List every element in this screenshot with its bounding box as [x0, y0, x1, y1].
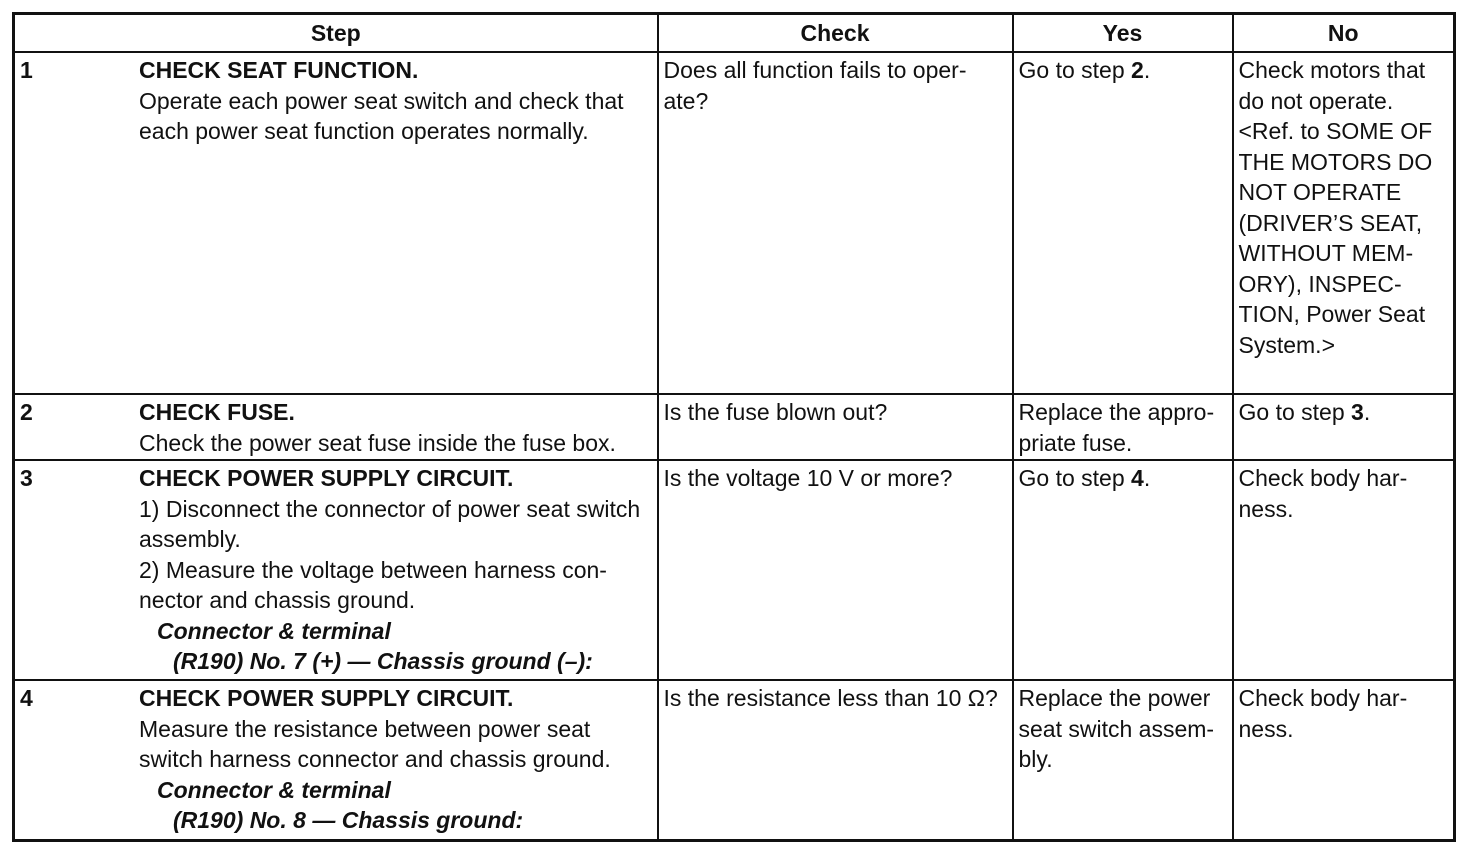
check-cell: Is the voltage 10 V or more?	[658, 460, 1013, 680]
connector-label: Connector & terminal	[157, 776, 391, 803]
terminal-spec: (R190) No. 7 (+) — Chassis ground (–):	[173, 648, 593, 674]
no-cell: Check motors that do not operate. <Ref. to SOME OF THE MOTORS DO NOT OPERATE (DRIVER’S SEAT, WITHOUT MEM-ORY), INSPEC-TION, Power Seat System.>	[1233, 52, 1455, 394]
yes-cell	[1013, 460, 1233, 680]
yes-cell: Replace the power seat switch assem-bly.	[1013, 680, 1233, 841]
table-row	[14, 460, 1455, 680]
no-prefix: Go to step	[1238, 399, 1352, 425]
connector-label: Connector & terminal	[157, 617, 391, 644]
yes-prefix: Go to step	[1018, 57, 1132, 83]
yes-step-ref: 4	[1131, 465, 1144, 491]
header-yes: Yes	[1013, 14, 1233, 53]
no-cell: Check body har-ness.	[1233, 680, 1455, 841]
yes-cell: Replace the appro-priate fuse.	[1013, 394, 1233, 460]
step-number: 1	[20, 57, 33, 83]
table-row	[14, 680, 1455, 841]
table-row	[14, 394, 1455, 460]
no-step-ref: 3	[1351, 399, 1364, 425]
step-number: 3	[20, 465, 33, 491]
header-row	[14, 14, 1455, 53]
step-title: CHECK POWER SUPPLY CIRCUIT.	[139, 465, 514, 491]
step-cell	[14, 680, 658, 841]
header-no: No	[1233, 14, 1455, 53]
no-cell: Check body har-ness.	[1233, 460, 1455, 680]
table-row	[14, 52, 1455, 394]
step-substep-2: 2) Measure the voltage between harness con-nector and chassis ground.	[139, 556, 607, 613]
check-cell: Is the resistance less than 10 Ω?	[658, 680, 1013, 841]
yes-step-ref: 2	[1131, 57, 1144, 83]
check-cell: Does all function fails to oper-ate?	[658, 52, 1013, 394]
step-number: 2	[20, 399, 33, 425]
yes-prefix: Go to step	[1018, 465, 1132, 491]
header-check: Check	[658, 14, 1013, 53]
no-cell	[1233, 394, 1455, 460]
yes-cell	[1013, 52, 1233, 394]
step-body: Measure the resistance between power seat switch harness connector and chassis ground.	[139, 715, 611, 772]
step-body: Operate each power seat switch and check that each power seat function operates normally.	[139, 87, 624, 144]
header-step: Step	[14, 14, 658, 53]
step-body: Check the power seat fuse inside the fuse box.	[139, 429, 616, 456]
check-cell: Is the fuse blown out?	[658, 394, 1013, 460]
step-cell	[14, 460, 658, 680]
step-substep-1: 1) Disconnect the connector of power seat switch assembly.	[139, 495, 641, 552]
no-suffix: .	[1363, 399, 1371, 425]
step-number: 4	[20, 685, 33, 711]
step-cell	[14, 394, 658, 460]
terminal-spec: (R190) No. 8 — Chassis ground:	[173, 807, 524, 833]
yes-suffix: .	[1143, 465, 1151, 491]
step-title: CHECK FUSE.	[139, 399, 295, 425]
step-cell	[14, 52, 658, 394]
yes-suffix: .	[1143, 57, 1151, 83]
step-title: CHECK POWER SUPPLY CIRCUIT.	[139, 685, 514, 711]
diagnostic-table	[12, 12, 1456, 842]
step-title: CHECK SEAT FUNCTION.	[139, 57, 419, 83]
